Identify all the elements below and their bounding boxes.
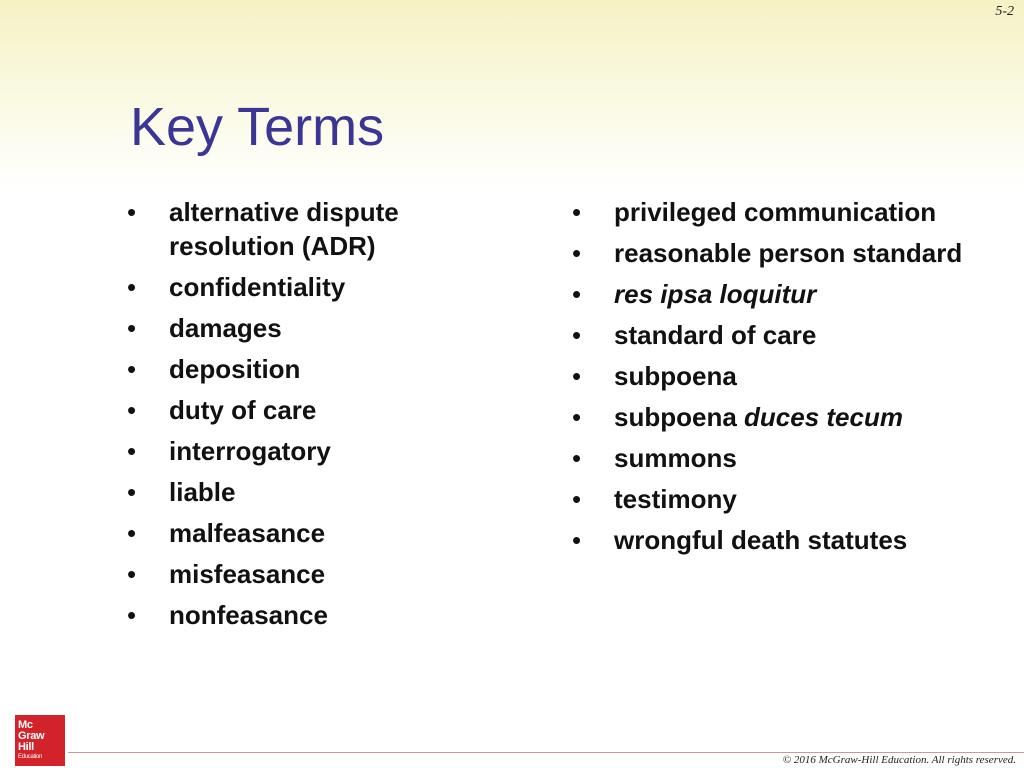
slide-title: Key Terms bbox=[130, 97, 385, 157]
logo-line: Education bbox=[18, 754, 42, 760]
list-item: • testimony bbox=[572, 482, 992, 516]
key-terms-right-list bbox=[572, 195, 992, 564]
logo-line: Graw bbox=[18, 730, 45, 742]
list-item: • interrogatory bbox=[127, 434, 477, 468]
list-item: • privileged communication bbox=[572, 195, 992, 229]
list-item: • nonfeasance bbox=[127, 598, 477, 632]
duces-tecum-text: duces tecum bbox=[744, 402, 903, 432]
list-item: • duty of care bbox=[127, 393, 477, 427]
copyright-text: © 2016 McGraw-Hill Education. All rights reserved. bbox=[782, 754, 1016, 766]
mcgraw-hill-logo bbox=[15, 715, 65, 766]
footer-divider bbox=[68, 752, 1024, 753]
list-item-mixed bbox=[572, 400, 992, 434]
slide-number: 5-2 bbox=[995, 4, 1014, 19]
list-item: • wrongful death statutes bbox=[572, 523, 992, 557]
list-item: • damages bbox=[127, 311, 477, 345]
list-item: • alternative dispute resolution (ADR) bbox=[127, 195, 477, 263]
list-item: • standard of care bbox=[572, 318, 992, 352]
list-item: • reasonable person standard bbox=[572, 236, 992, 270]
key-terms-left-list bbox=[127, 195, 477, 639]
list-item: • malfeasance bbox=[127, 516, 477, 550]
list-item-italic bbox=[572, 277, 992, 311]
logo-line: Hill bbox=[18, 741, 34, 753]
list-item: • liable bbox=[127, 475, 477, 509]
logo-line: Mc bbox=[18, 719, 33, 731]
subpoena-text: subpoena bbox=[614, 402, 745, 432]
list-item: • confidentiality bbox=[127, 270, 477, 304]
list-item: • subpoena bbox=[572, 359, 992, 393]
list-item: • deposition bbox=[127, 352, 477, 386]
res-ipsa-loquitur-text: res ipsa loquitur bbox=[614, 279, 817, 309]
list-item: • misfeasance bbox=[127, 557, 477, 591]
list-item: • summons bbox=[572, 441, 992, 475]
